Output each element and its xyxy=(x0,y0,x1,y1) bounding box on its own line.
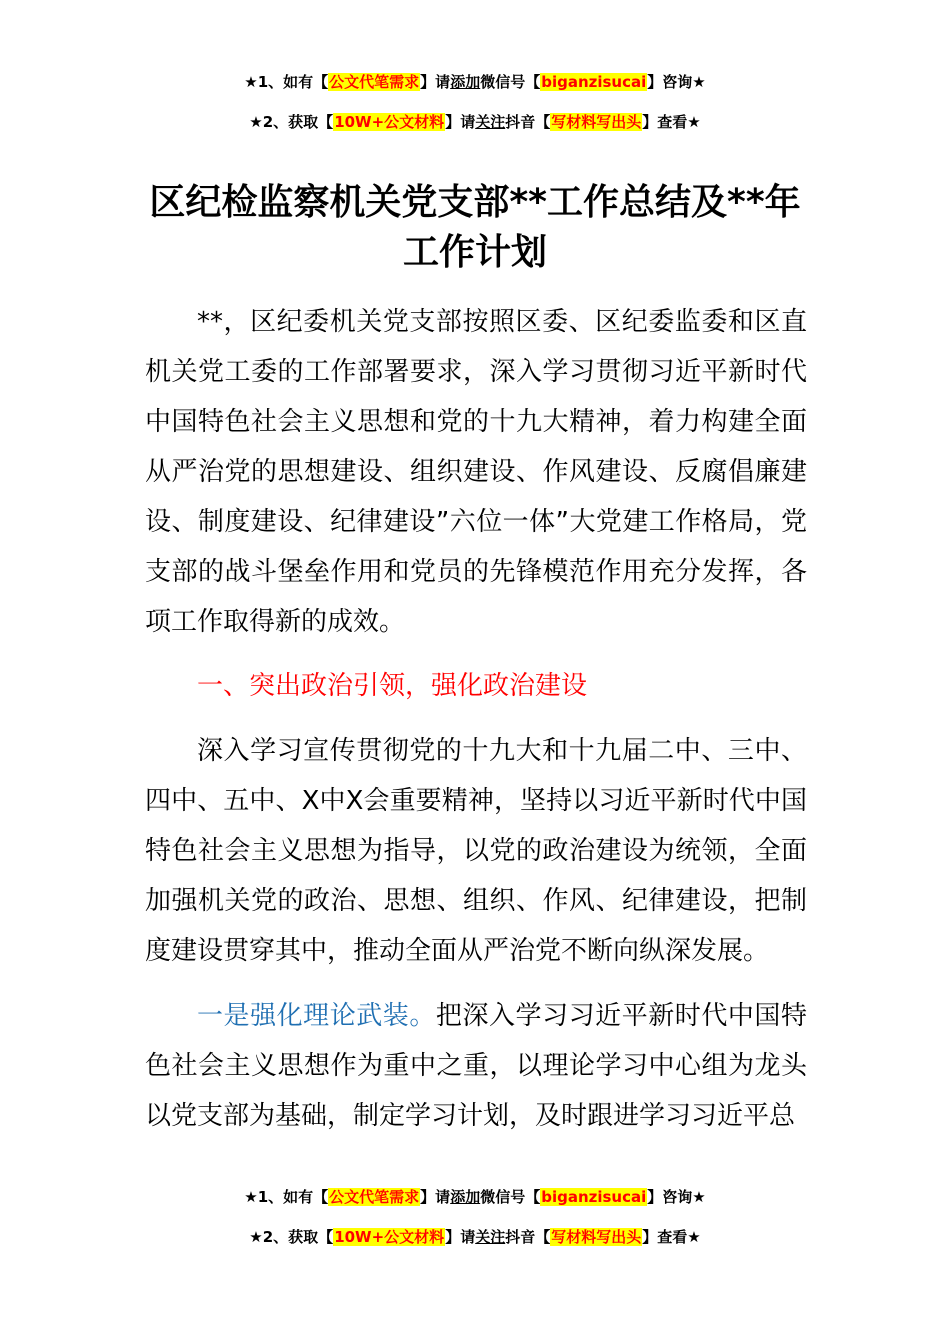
banner-underline: 添加 xyxy=(450,1188,481,1206)
item-1-body: 把深入学习习近平新时代中国特色社会主义思想作为重中之重，以理论学习中心组为龙头以党支部为基础，制定学习计划，及时跟进学习习近平总 xyxy=(145,1001,807,1131)
banner-underline: 添加 xyxy=(450,73,481,91)
document-title-line-1: 区纪检监察机关党支部**工作总结及**年 xyxy=(149,182,801,223)
banner-text: 】请 xyxy=(420,1188,451,1206)
banner-line-1-top xyxy=(0,72,950,92)
banner-underline: 关注 xyxy=(475,113,506,131)
banner-line-2-top xyxy=(0,112,950,132)
banner-text: 抖音【 xyxy=(505,1228,551,1246)
banner-highlight: 公文代笔需求 xyxy=(329,1188,420,1206)
banner-text: 】咨询★ xyxy=(647,73,706,91)
banner-text: ★2、获取【 xyxy=(249,1228,334,1246)
item-1-lead: 一是强化理论武装。 xyxy=(197,1001,436,1031)
banner-text: ★1、如有【 xyxy=(244,73,329,91)
document-title-line-2: 工作计划 xyxy=(402,232,547,273)
banner-text: 】查看★ xyxy=(642,113,701,131)
item-1-paragraph xyxy=(145,991,807,1141)
banner-text: 】请 xyxy=(445,113,476,131)
banner-text: 微信号【 xyxy=(480,1188,541,1206)
banner-text: 】请 xyxy=(445,1228,476,1246)
banner-text: 微信号【 xyxy=(480,73,541,91)
banner-text: 】请 xyxy=(420,73,451,91)
section-1-body: 深入学习宣传贯彻党的十九大和十九届二中、三中、四中、五中、X中X会重要精神，坚持以习近平新时代中国特色社会主义思想为指导，以党的政治建设为统领，全面加强机关党的政治、思想、组织、作风、纪律建设，把制度建设贯穿其中，推动全面从严治党不断向纵深发展。 xyxy=(145,736,807,966)
section-1-heading: 一、突出政治引领，强化政治建设 xyxy=(197,671,588,701)
banner-highlight: 10W+公文材料 xyxy=(334,113,445,131)
banner-highlight: 写材料写出头 xyxy=(551,113,642,131)
banner-line-2-bottom xyxy=(0,1227,950,1247)
banner-highlight: biganzisucai xyxy=(541,1188,647,1206)
banner-line-1-bottom xyxy=(0,1187,950,1207)
banner-text: 抖音【 xyxy=(505,113,551,131)
banner-highlight: biganzisucai xyxy=(541,73,647,91)
banner-highlight: 10W+公文材料 xyxy=(334,1228,445,1246)
banner-highlight: 写材料写出头 xyxy=(551,1228,642,1246)
intro-paragraph: **，区纪委机关党支部按照区委、区纪委监委和区直机关党工委的工作部署要求，深入学习贯彻习近平新时代中国特色社会主义思想和党的十九大精神，着力构建全面从严治党的思想建设、组织建设、作风建设、反腐倡廉建设、制度建设、纪律建设”六位一体”大党建工作格局，党支部的战斗堡垒作用和党员的先锋模范作用充分发挥，各项工作取得新的成效。 xyxy=(145,307,807,637)
banner-underline: 关注 xyxy=(475,1228,506,1246)
banner-text: ★2、获取【 xyxy=(249,113,334,131)
banner-text: 】咨询★ xyxy=(647,1188,706,1206)
banner-text: 】查看★ xyxy=(642,1228,701,1246)
banner-text: ★1、如有【 xyxy=(244,1188,329,1206)
banner-highlight: 公文代笔需求 xyxy=(329,73,420,91)
